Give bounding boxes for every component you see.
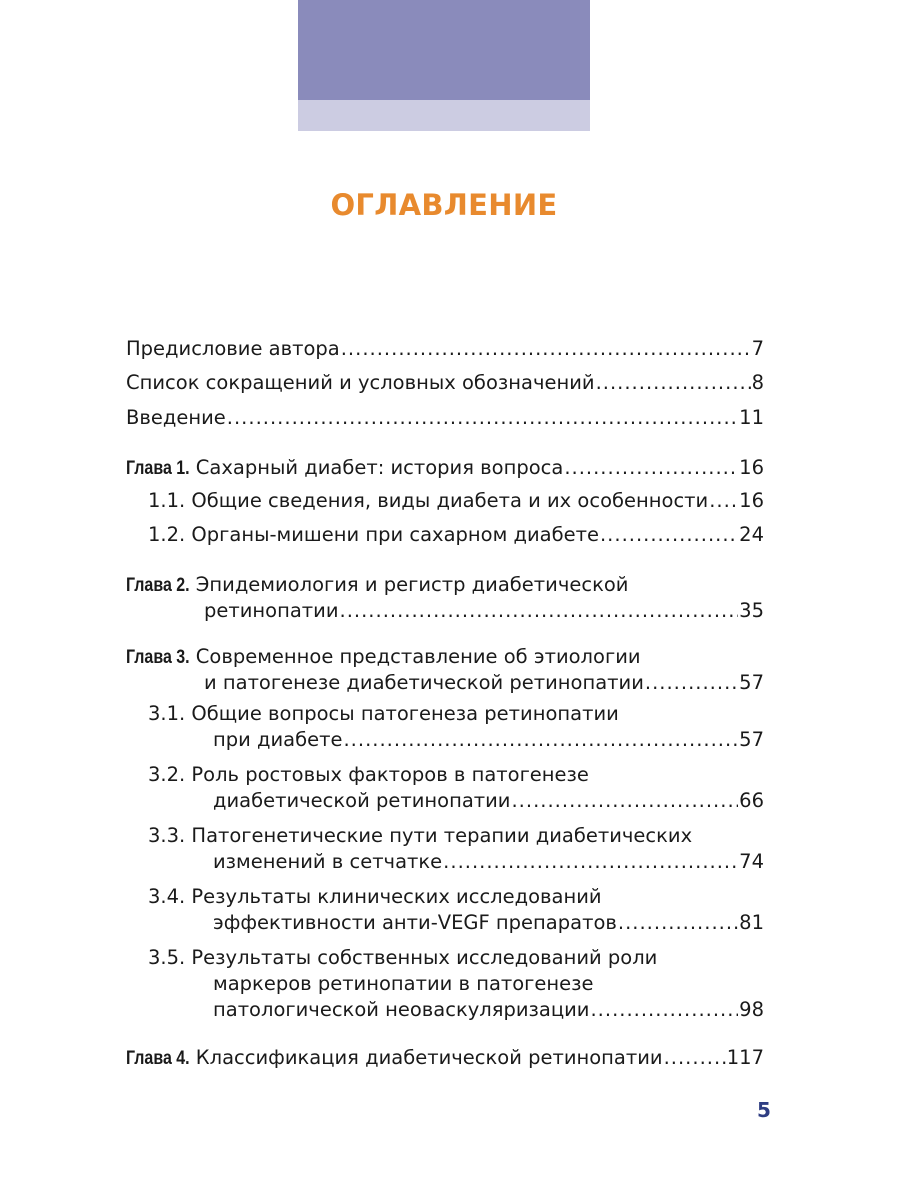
toc-page-number: 57 bbox=[739, 671, 764, 694]
toc-section-3-4[interactable] bbox=[126, 884, 764, 936]
toc-page-number: 16 bbox=[739, 456, 764, 479]
toc-page-number: 117 bbox=[726, 1046, 764, 1069]
toc-entry-text: при диабете bbox=[213, 728, 343, 751]
toc-entry-text: Классификация диабетической ретинопатии bbox=[195, 1046, 663, 1069]
toc-chapter-2[interactable] bbox=[126, 572, 764, 624]
page-number: 5 bbox=[757, 1098, 771, 1122]
toc-page-number: 35 bbox=[739, 599, 764, 622]
leader-dots bbox=[511, 788, 738, 814]
leader-dots bbox=[664, 1045, 726, 1071]
toc-entry-text: 3.3. Патогенетические пути терапии диабетических bbox=[148, 824, 693, 847]
toc-entry-text: Введение bbox=[126, 406, 226, 429]
chapter-label: Глава 1. bbox=[126, 457, 190, 479]
toc-section-3-5[interactable] bbox=[126, 945, 764, 1023]
toc-page-number: 74 bbox=[739, 850, 764, 873]
leader-dots bbox=[618, 910, 738, 936]
toc-page-number: 57 bbox=[739, 728, 764, 751]
toc-entry-text: диабетической ретинопатии bbox=[213, 789, 511, 812]
toc-entry-text: эффективности анти-VEGF препаратов bbox=[213, 911, 617, 934]
toc-entry-intro[interactable] bbox=[126, 405, 764, 431]
toc-page-number: 7 bbox=[751, 337, 764, 360]
toc-entry-text: Современное представление об этиологии bbox=[195, 645, 641, 668]
leader-dots bbox=[709, 488, 738, 514]
toc-entry-text: 3.1. Общие вопросы патогенеза ретинопатии bbox=[148, 702, 619, 725]
toc-page-number: 66 bbox=[739, 789, 764, 812]
toc-chapter-1[interactable] bbox=[126, 455, 764, 481]
toc-section-3-3[interactable] bbox=[126, 823, 764, 875]
leader-dots bbox=[343, 727, 738, 753]
toc-page-number: 24 bbox=[739, 523, 764, 546]
toc-page-number: 81 bbox=[739, 911, 764, 934]
toc-entry-text: 3.4. Результаты клинических исследований bbox=[148, 885, 602, 908]
toc-page-number: 8 bbox=[751, 371, 764, 394]
header-tab-dark bbox=[298, 0, 590, 100]
leader-dots bbox=[564, 455, 738, 481]
page-title: ОГЛАВЛЕНИЕ bbox=[330, 188, 558, 222]
leader-dots bbox=[596, 370, 751, 396]
toc-entry-text: 1.1. Общие сведения, виды диабета и их особенности bbox=[148, 489, 709, 512]
toc-page-number: 16 bbox=[739, 489, 764, 512]
leader-dots bbox=[590, 997, 738, 1023]
toc-entry-text: Список сокращений и условных обозначений bbox=[126, 371, 595, 394]
toc-entry-text: патологической неоваскуляризации bbox=[213, 998, 590, 1021]
toc-section-1-2[interactable] bbox=[126, 522, 764, 548]
toc-entry-text: 3.5. Результаты собственных исследований роли bbox=[148, 946, 658, 969]
toc-page-number: 98 bbox=[739, 998, 764, 1021]
chapter-label: Глава 2. bbox=[126, 574, 190, 596]
toc-entry-text: и патогенезе диабетической ретинопатии bbox=[204, 671, 644, 694]
toc-entry-abbreviations[interactable] bbox=[126, 370, 764, 396]
toc-entry-text: Эпидемиология и регистр диабетической bbox=[195, 573, 629, 596]
toc-entry-text: маркеров ретинопатии в патогенезе bbox=[213, 972, 594, 995]
chapter-label: Глава 4. bbox=[126, 1047, 190, 1069]
toc-page-number: 11 bbox=[739, 406, 764, 429]
toc-entry-text: ретинопатии bbox=[204, 599, 339, 622]
toc-entry-preface[interactable] bbox=[126, 336, 764, 362]
header-tab-light bbox=[298, 100, 590, 131]
chapter-label: Глава 3. bbox=[126, 646, 190, 668]
leader-dots bbox=[340, 598, 739, 624]
toc-entry-text: 1.2. Органы-мишени при сахарном диабете bbox=[148, 523, 599, 546]
leader-dots bbox=[600, 522, 738, 548]
toc-section-3-2[interactable] bbox=[126, 762, 764, 814]
toc-chapter-3[interactable] bbox=[126, 644, 764, 696]
toc-entry-text: изменений в сетчатке bbox=[213, 850, 443, 873]
leader-dots bbox=[645, 670, 738, 696]
leader-dots bbox=[443, 849, 738, 875]
toc-entry-text: 3.2. Роль ростовых факторов в патогенезе bbox=[148, 763, 589, 786]
toc-section-3-1[interactable] bbox=[126, 701, 764, 753]
leader-dots bbox=[341, 336, 751, 362]
toc-chapter-4[interactable] bbox=[126, 1045, 764, 1071]
leader-dots bbox=[227, 405, 738, 431]
toc-section-1-1[interactable] bbox=[126, 488, 764, 514]
toc-entry-text: Сахарный диабет: история вопроса bbox=[195, 456, 564, 479]
toc-entry-text: Предисловие автора bbox=[126, 337, 340, 360]
